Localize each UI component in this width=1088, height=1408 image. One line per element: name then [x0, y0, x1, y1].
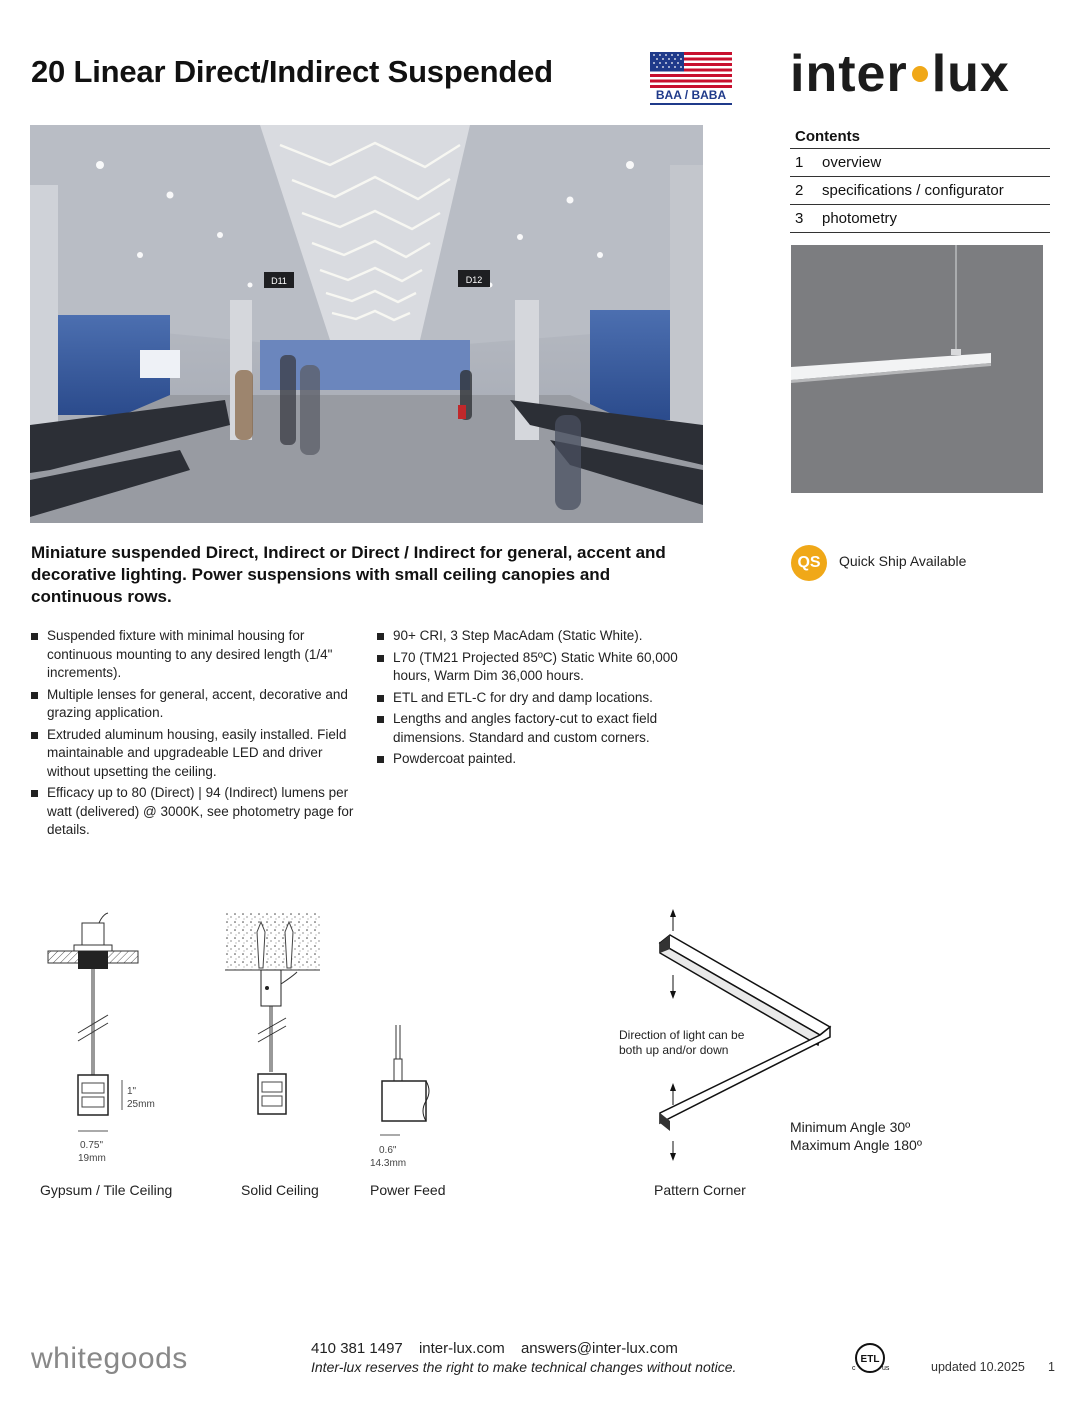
pattern-corner-caption: Pattern Corner — [654, 1182, 746, 1198]
page-number: 1 — [1048, 1360, 1055, 1374]
contents-item-photometry[interactable]: 3 photometry — [790, 205, 1050, 233]
footer-contact — [311, 1340, 690, 1357]
feature-item: Lengths and angles factory-cut to exact field dimensions. Standard and custom corners. — [377, 710, 687, 747]
website-link[interactable]: inter-lux.com — [418, 1340, 505, 1357]
features-right — [377, 627, 687, 772]
feature-item: ETL and ETL-C for dry and damp locations. — [377, 689, 687, 708]
gypsum-ceiling-diagram — [40, 905, 190, 1165]
features-left — [31, 627, 356, 843]
interlux-logo: inter lux — [790, 45, 1010, 103]
phone-number: 410 381 1497 — [311, 1340, 403, 1357]
feature-item: Efficacy up to 80 (Direct) | 94 (Indirect) lumens per watt (delivered) @ 3000K, see photometry page for details. — [31, 784, 356, 840]
etl-c-text: c — [852, 1365, 856, 1372]
product-image — [791, 245, 1043, 493]
min-angle: Minimum Angle 30º — [790, 1119, 911, 1135]
quick-ship-label: Quick Ship Available — [839, 553, 967, 569]
contents-item-overview[interactable]: 1 overview — [790, 149, 1050, 177]
pattern-note-line1: Direction of light can be — [619, 1028, 745, 1042]
contents-table — [790, 124, 1050, 233]
updated-date: updated 10.2025 — [931, 1360, 1025, 1374]
power-feed-diagram — [370, 1025, 440, 1170]
intro-text: Miniature suspended Direct, Indirect or Direct / Indirect for general, accent and decorative lighting. Power suspensions with small ceiling canopies and continuous rows. — [31, 543, 666, 606]
gate-sign-d11: D11 — [271, 276, 287, 286]
gypsum-width-mm: 19mm — [78, 1153, 106, 1164]
max-angle: Maximum Angle 180º — [790, 1137, 922, 1153]
gypsum-caption: Gypsum / Tile Ceiling — [40, 1182, 173, 1198]
gate-sign-d12: D12 — [465, 275, 483, 285]
etl-cert-icon — [848, 1340, 892, 1376]
quick-ship-icon: QS — [791, 545, 827, 581]
solid-caption: Solid Ceiling — [241, 1182, 319, 1198]
gypsum-width-in: 0.75" — [80, 1140, 104, 1151]
power-width-mm: 14.3mm — [370, 1158, 407, 1169]
hero-photo — [30, 125, 703, 523]
pattern-note-line2: both up and/or down — [619, 1043, 729, 1057]
power-feed-caption: Power Feed — [370, 1182, 446, 1198]
feature-item: L70 (TM21 Projected 85ºC) Static White 60,000 hours, Warm Dim 36,000 hours. — [377, 649, 687, 686]
logo-dot-icon — [912, 66, 928, 82]
solid-ceiling-diagram — [225, 912, 325, 1132]
whitegoods-logo: whitegoods — [31, 1342, 188, 1375]
gypsum-height-mm: 25mm — [127, 1099, 155, 1110]
etl-mark-text: ETL — [860, 1354, 880, 1365]
email-link[interactable]: answers@inter-lux.com — [520, 1340, 678, 1357]
contents-heading: Contents — [790, 124, 1050, 149]
feature-item: 90+ CRI, 3 Step MacAdam (Static White). — [377, 627, 687, 646]
baa-baba-badge: BAA / BABA — [650, 88, 732, 105]
power-width-in: 0.6" — [379, 1145, 397, 1156]
disclaimer: Inter-lux reserves the right to make technical changes without notice. — [311, 1359, 737, 1375]
feature-item: Powdercoat painted. — [377, 750, 687, 769]
feature-item: Suspended fixture with minimal housing for continuous mounting to any desired length (1/4" increments). — [31, 627, 356, 683]
feature-item: Extruded aluminum housing, easily installed. Field maintainable and upgradeable LED and driver without upsetting the ceiling. — [31, 726, 356, 782]
gypsum-height-in: 1" — [127, 1086, 137, 1097]
page-title: 20 Linear Direct/Indirect Suspended — [31, 54, 553, 89]
etl-us-text: us — [882, 1365, 890, 1372]
feature-item: Multiple lenses for general, accent, decorative and grazing application. — [31, 686, 356, 723]
contents-item-specifications[interactable]: 2 specifications / configurator — [790, 177, 1050, 205]
